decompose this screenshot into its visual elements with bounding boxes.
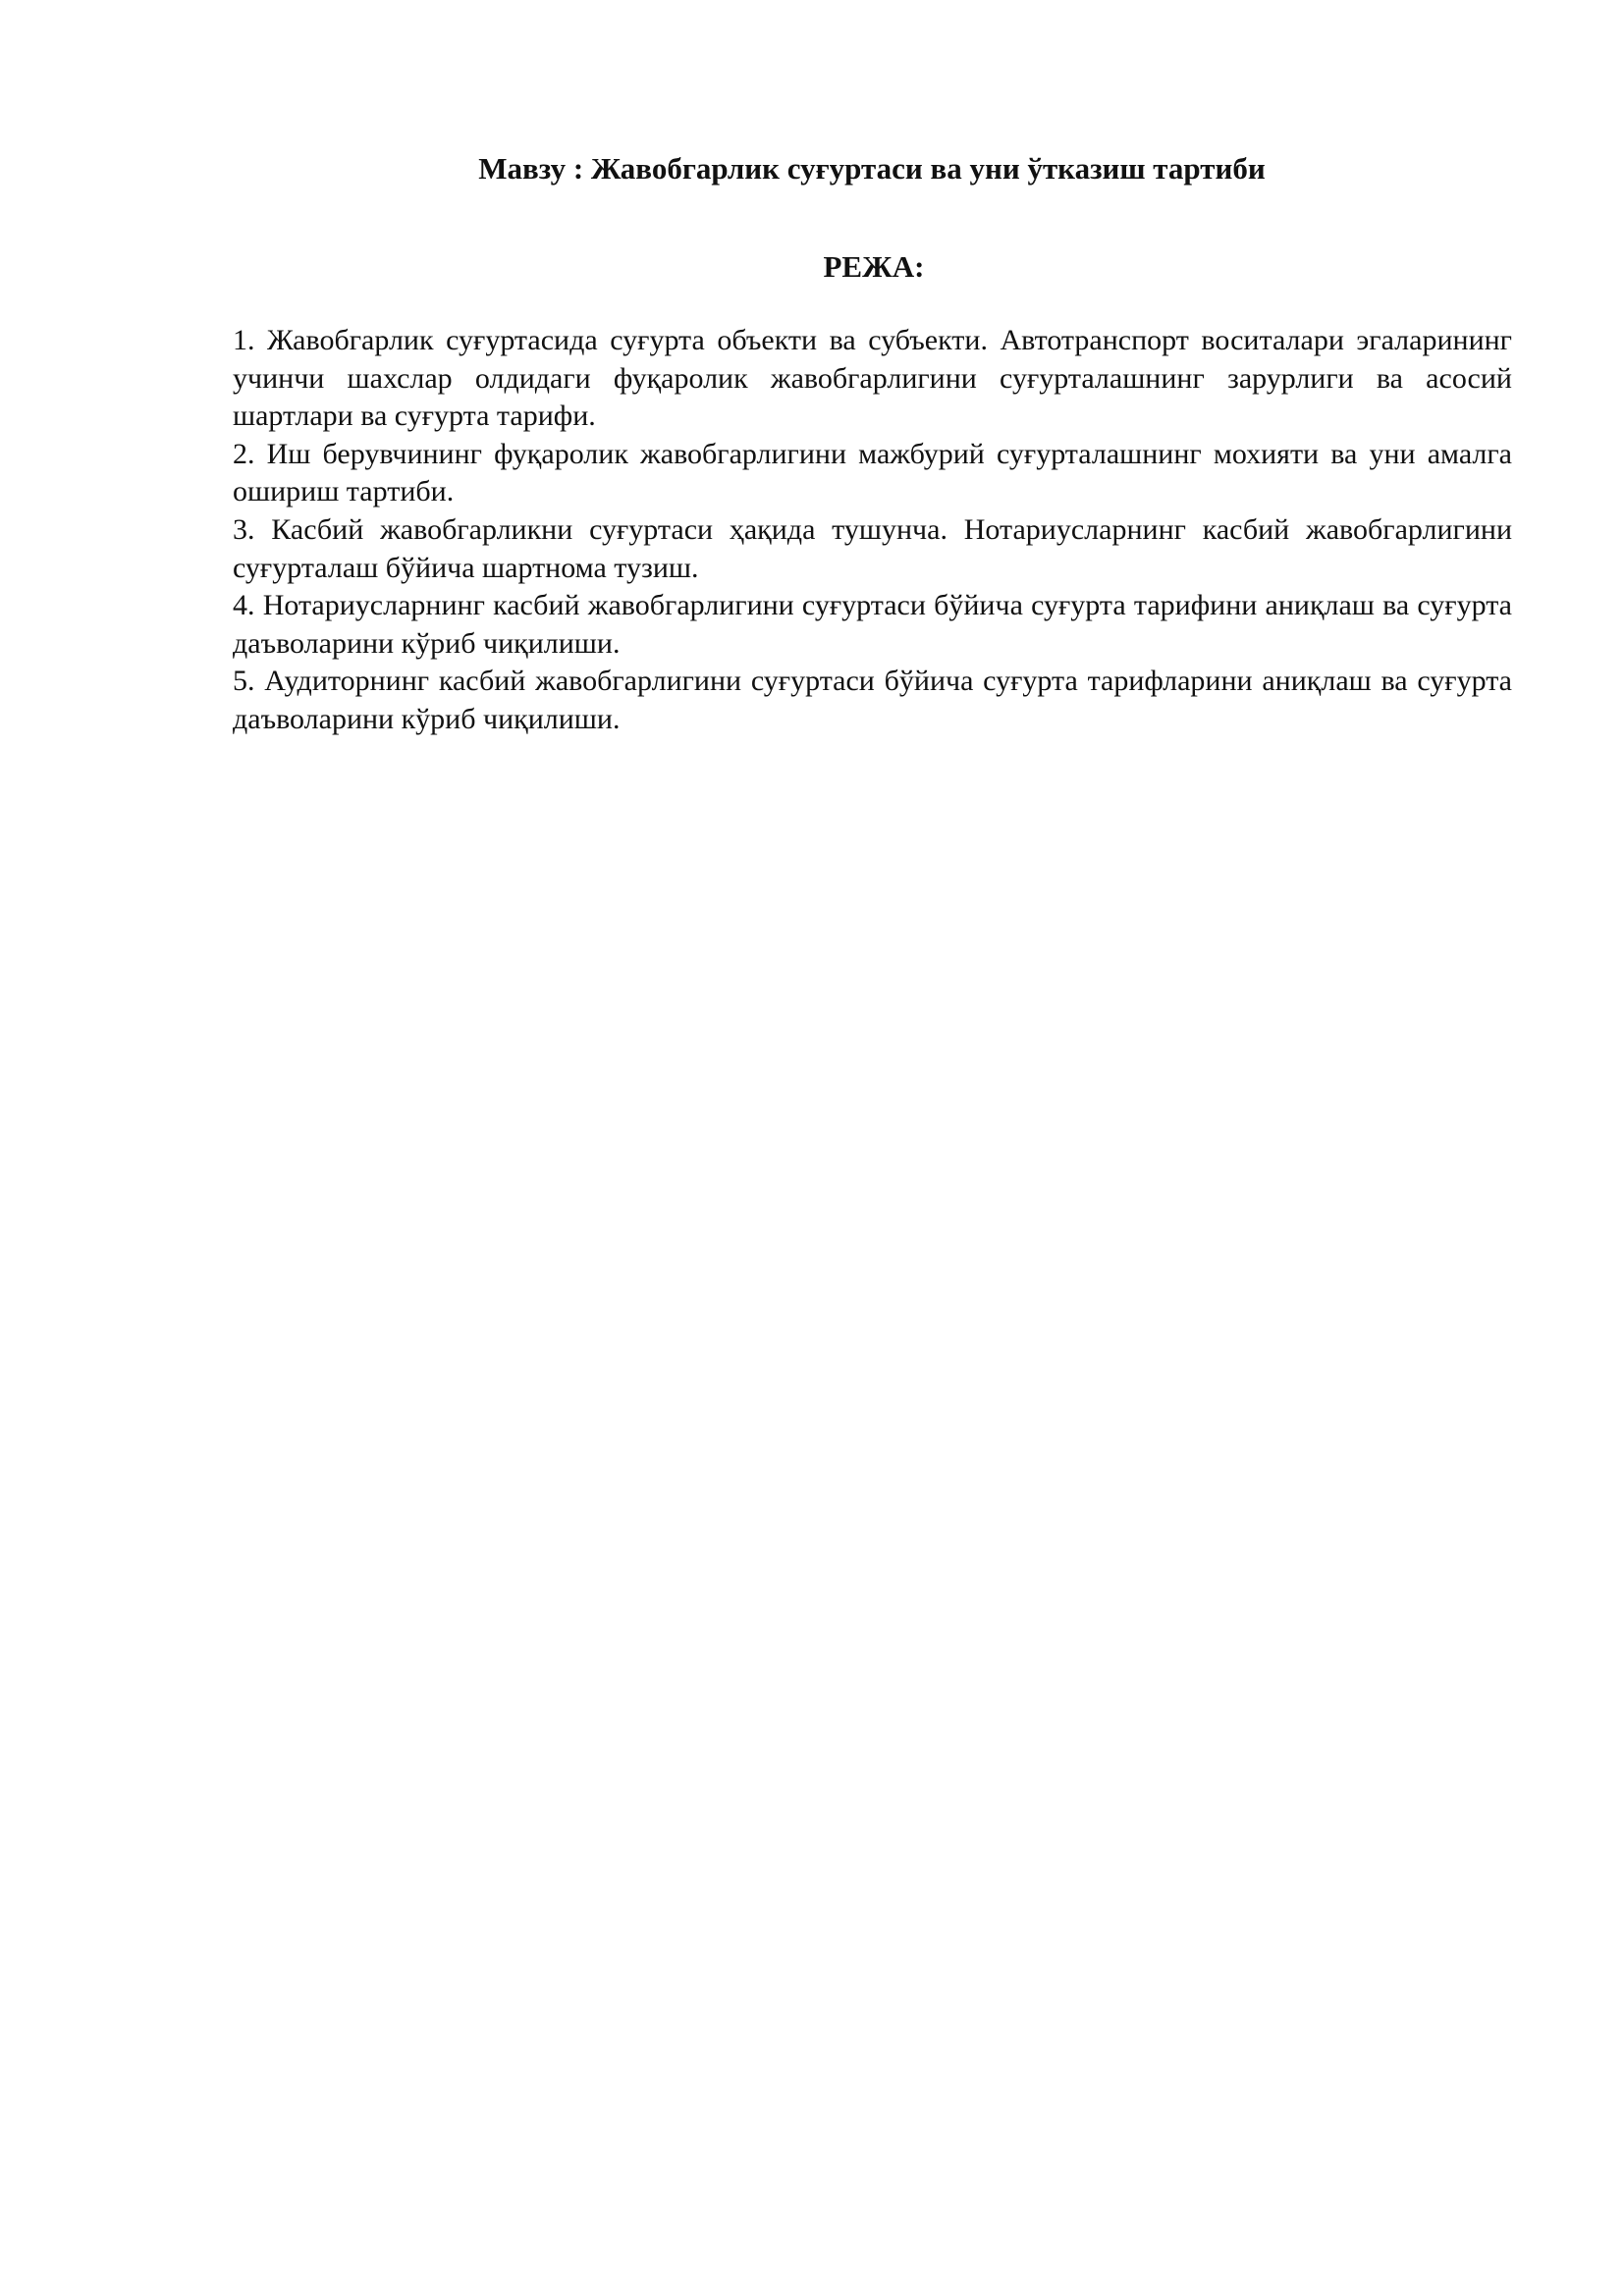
plan-list — [233, 322, 1512, 739]
plan-heading: РЕЖА: — [823, 249, 925, 284]
plan-item: 2. Иш берувчининг фуқаролик жавобгарлигини мажбурий суғурталашнинг мохияти ва уни амалга ошириш тартиби. — [233, 437, 1512, 508]
plan-item: 3. Касбий жавобгарликни суғуртаси ҳақида тушунча. Нотариусларнинг касбий жавобгарлигини суғурталаш бўйича шартнома тузиш. — [233, 512, 1512, 584]
document-title: Мавзу : Жавобгарлик суғуртаси ва уни ўтказиш тартиби — [478, 151, 1266, 186]
plan-item: 1. Жавобгарлик суғуртасида суғурта объекти ва субъекти. Автотранспорт воситалари эгаларининг учинчи шахслар олдидаги фуқаролик жавобгарлигини суғурталашнинг зарурлиги ва асосий шартлари ва суғурта тарифи. — [233, 324, 1512, 433]
plan-item: 5. Аудиторнинг касбий жавобгарлигини суғуртаси бўйича суғурта тарифларини аниқлаш ва суғурта даъволарини кўриб чиқилиши. — [233, 665, 1512, 735]
plan-item: 4. Нотариусларнинг касбий жавобгарлигини суғуртаси бўйича суғурта тарифини аниқлаш ва суғурта даъволарини кўриб чиқилиши. — [233, 589, 1512, 660]
